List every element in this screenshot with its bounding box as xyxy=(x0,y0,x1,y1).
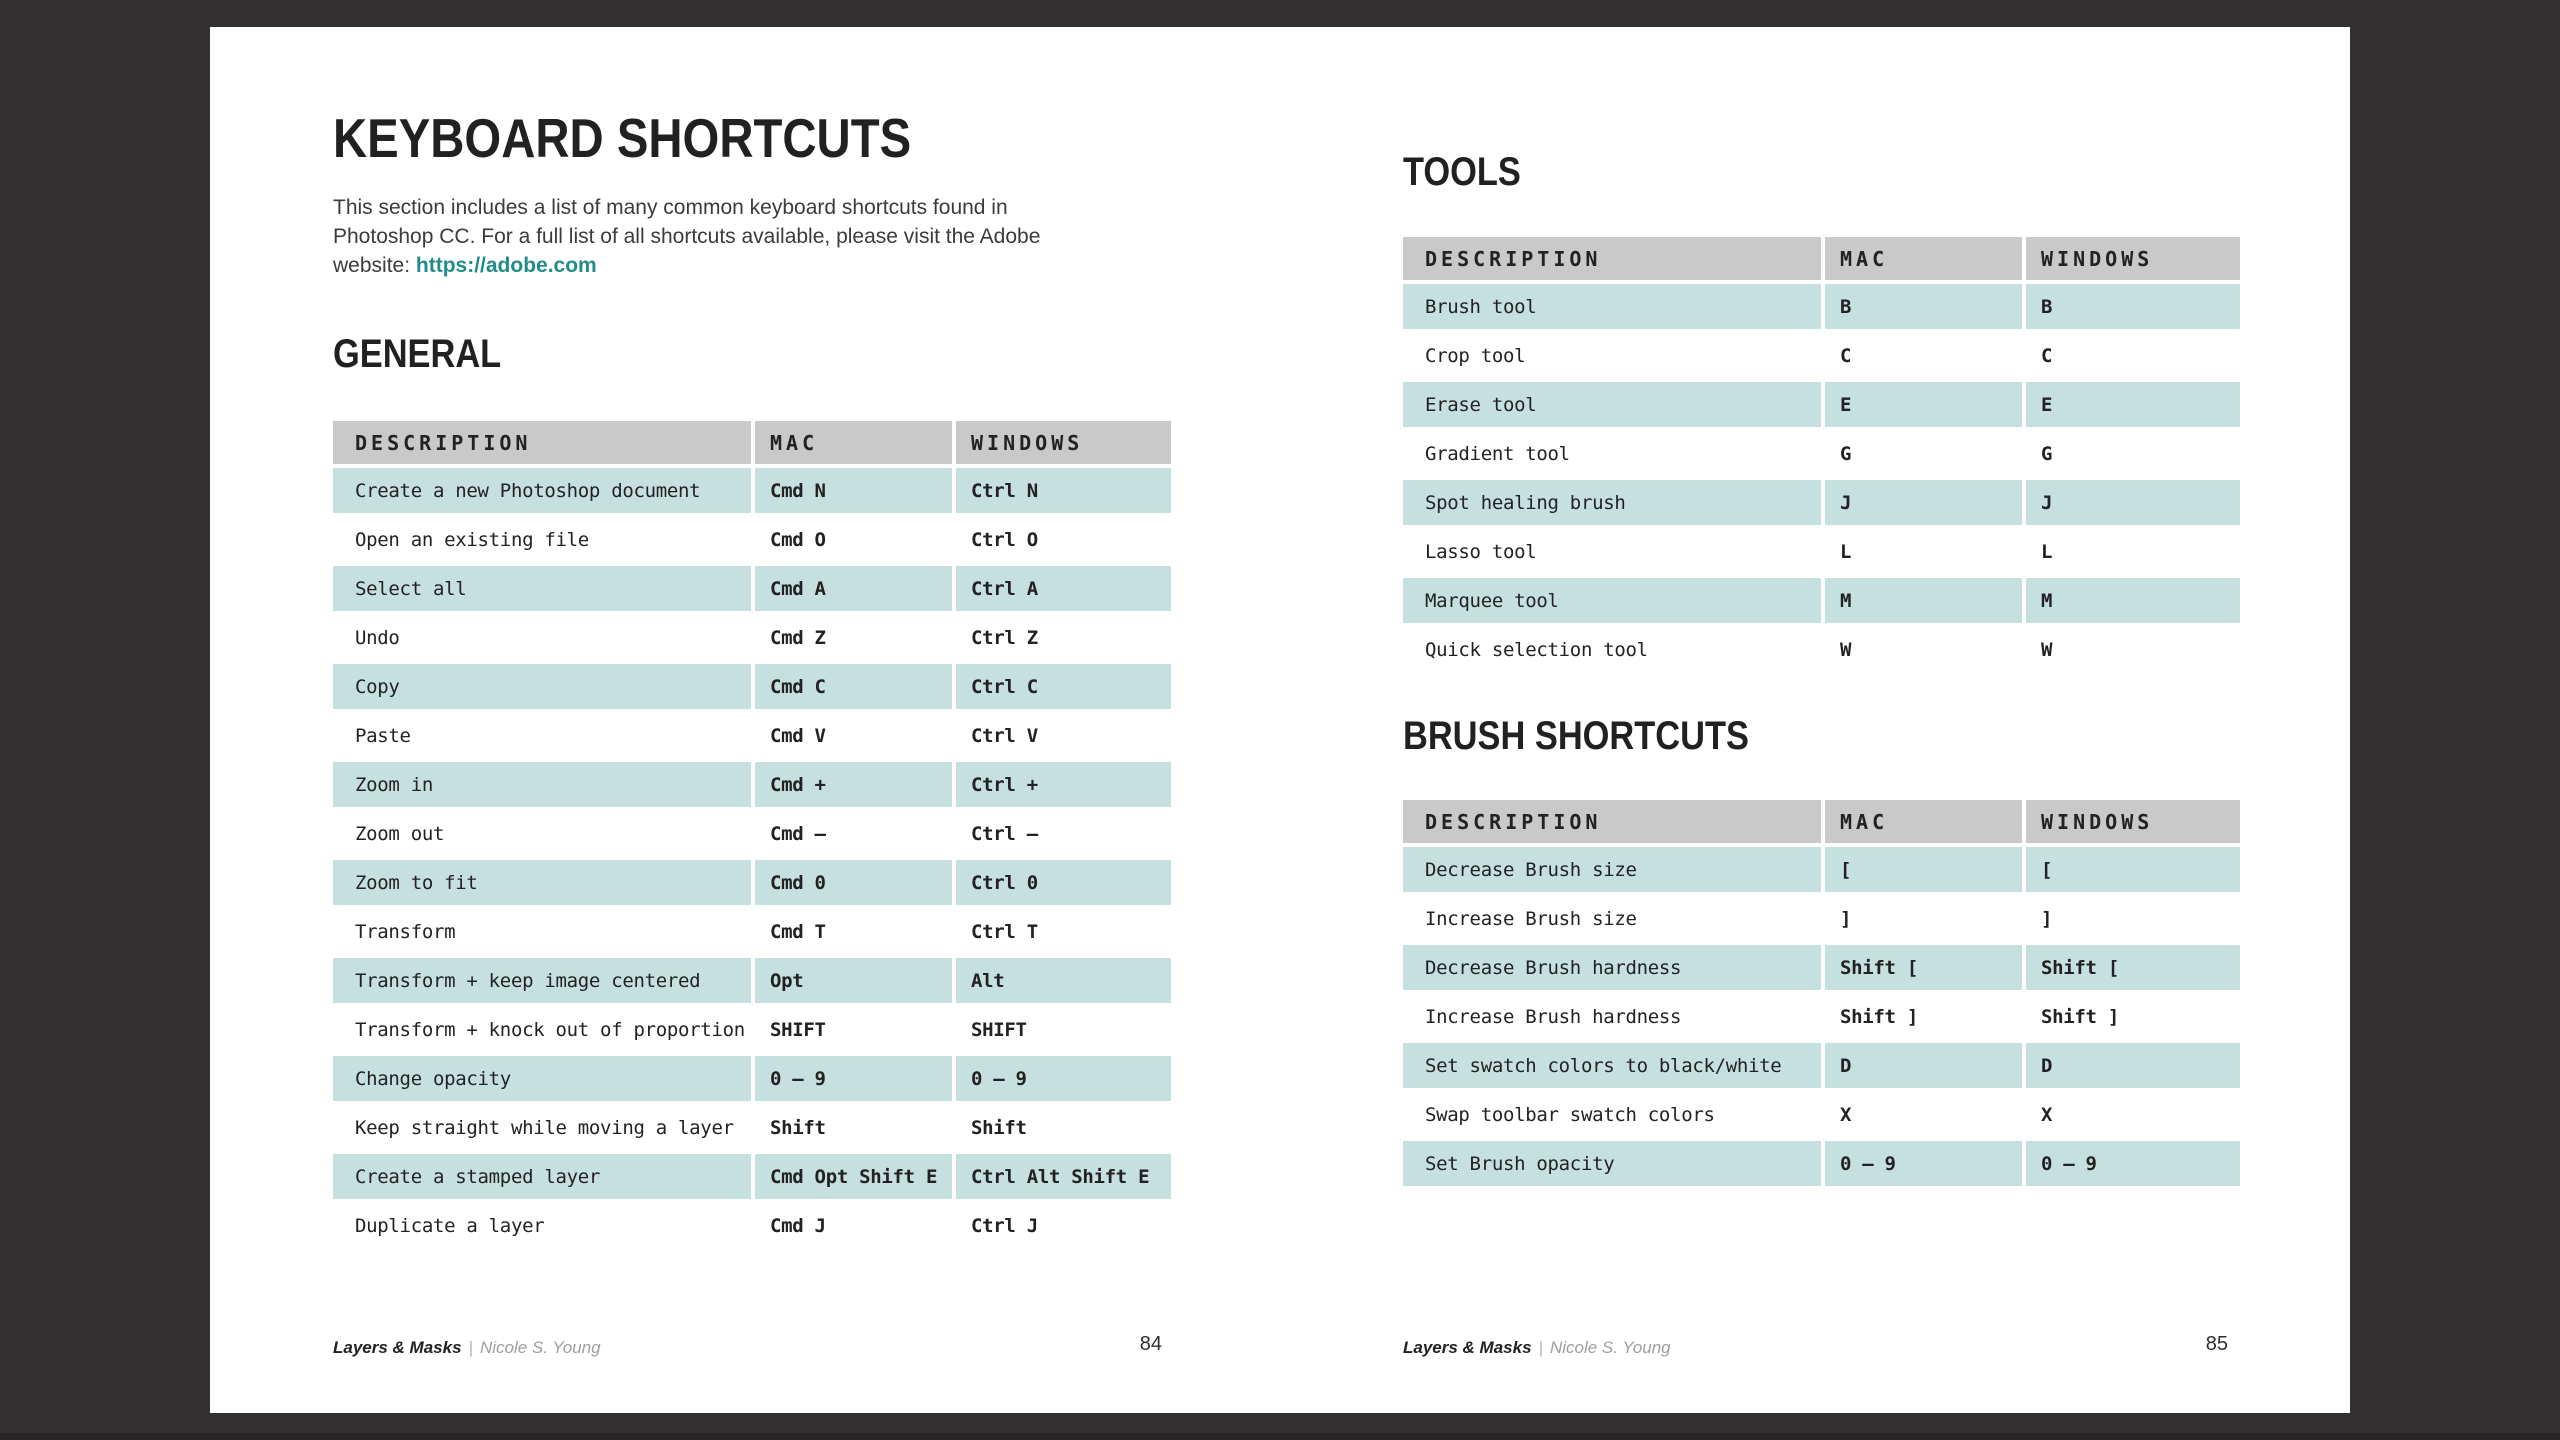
table-row xyxy=(1403,431,2240,476)
cell-mac: W xyxy=(1825,627,2022,672)
cell-description: Transform + keep image centered xyxy=(333,958,751,1003)
table-row xyxy=(333,1203,1171,1248)
intro-line-2: Photoshop CC. For a full list of all shortcuts available, please visit the Adobe xyxy=(333,225,1041,248)
cell-description: Increase Brush size xyxy=(1403,896,1821,941)
cell-windows: Ctrl A xyxy=(956,566,1171,611)
cell-description: Transform xyxy=(333,909,751,954)
cell-windows: 0 – 9 xyxy=(956,1056,1171,1101)
cell-description: Set Brush opacity xyxy=(1403,1141,1821,1186)
document-spread xyxy=(210,27,2350,1413)
cell-windows: M xyxy=(2026,578,2240,623)
table-row xyxy=(1403,333,2240,378)
cell-description: Paste xyxy=(333,713,751,758)
footer-book-title: Layers & Masks xyxy=(333,1338,462,1357)
cell-windows: G xyxy=(2026,431,2240,476)
cell-windows: Ctrl V xyxy=(956,713,1171,758)
cell-mac: X xyxy=(1825,1092,2022,1137)
cell-description: Increase Brush hardness xyxy=(1403,994,1821,1039)
cell-description: Zoom to fit xyxy=(333,860,751,905)
cell-description: Undo xyxy=(333,615,751,660)
brush-shortcuts-table xyxy=(1403,800,2240,1186)
table-row xyxy=(333,909,1171,954)
cell-windows: C xyxy=(2026,333,2240,378)
page-number-right: 85 xyxy=(2205,1333,2228,1355)
table-row xyxy=(1403,1043,2240,1088)
cell-windows: E xyxy=(2026,382,2240,427)
cell-windows: [ xyxy=(2026,847,2240,892)
cell-description: Marquee tool xyxy=(1403,578,1821,623)
page-number-left: 84 xyxy=(1139,1333,1162,1355)
section-heading-brush-shortcuts: BRUSH SHORTCUTS xyxy=(1403,714,1749,758)
table-row xyxy=(333,1056,1171,1101)
table-row xyxy=(1403,284,2240,329)
cell-mac: Opt xyxy=(755,958,952,1003)
cell-description: Lasso tool xyxy=(1403,529,1821,574)
intro-line-1: This section includes a list of many common keyboard shortcuts found in xyxy=(333,196,1008,219)
header-cell: MAC xyxy=(1825,800,2022,843)
cell-windows: L xyxy=(2026,529,2240,574)
table-row xyxy=(1403,847,2240,892)
window-bottom-edge xyxy=(0,1433,2560,1440)
table-row xyxy=(333,1154,1171,1199)
cell-windows: X xyxy=(2026,1092,2240,1137)
cell-mac: E xyxy=(1825,382,2022,427)
intro-link-prefix: website: xyxy=(333,254,416,277)
table-row xyxy=(333,566,1171,611)
cell-description: Brush tool xyxy=(1403,284,1821,329)
table-row xyxy=(1403,578,2240,623)
cell-mac: ] xyxy=(1825,896,2022,941)
table-header-row xyxy=(333,421,1171,464)
table-row xyxy=(1403,945,2240,990)
cell-windows: Ctrl O xyxy=(956,517,1171,562)
general-shortcuts-table xyxy=(333,421,1171,1248)
table-row xyxy=(333,860,1171,905)
cell-windows: B xyxy=(2026,284,2240,329)
cell-mac: J xyxy=(1825,480,2022,525)
cell-description: Keep straight while moving a layer xyxy=(333,1105,751,1150)
footer-separator: | xyxy=(1538,1338,1543,1357)
cell-mac: Cmd Opt Shift E xyxy=(755,1154,952,1199)
header-cell: DESCRIPTION xyxy=(1403,800,1821,843)
table-row xyxy=(333,615,1171,660)
cell-mac: Cmd J xyxy=(755,1203,952,1248)
table-row xyxy=(1403,1141,2240,1186)
cell-mac: Cmd T xyxy=(755,909,952,954)
cell-description: Zoom in xyxy=(333,762,751,807)
cell-mac: Shift xyxy=(755,1105,952,1150)
cell-windows: D xyxy=(2026,1043,2240,1088)
table-row xyxy=(333,1105,1171,1150)
cell-description: Create a stamped layer xyxy=(333,1154,751,1199)
table-row xyxy=(1403,382,2240,427)
intro-paragraph xyxy=(333,193,1040,280)
header-cell: MAC xyxy=(1825,237,2022,280)
cell-windows: Shift ] xyxy=(2026,994,2240,1039)
cell-windows: Ctrl Z xyxy=(956,615,1171,660)
cell-description: Erase tool xyxy=(1403,382,1821,427)
header-cell: MAC xyxy=(755,421,952,464)
table-row xyxy=(333,468,1171,513)
cell-description: Create a new Photoshop document xyxy=(333,468,751,513)
cell-windows: J xyxy=(2026,480,2240,525)
table-row xyxy=(1403,1092,2240,1137)
cell-windows: Ctrl J xyxy=(956,1203,1171,1248)
cell-description: Select all xyxy=(333,566,751,611)
cell-mac: C xyxy=(1825,333,2022,378)
header-cell: DESCRIPTION xyxy=(333,421,751,464)
cell-mac: 0 – 9 xyxy=(755,1056,952,1101)
table-row xyxy=(1403,529,2240,574)
table-header-row xyxy=(1403,237,2240,280)
cell-windows: Alt xyxy=(956,958,1171,1003)
cell-description: Set swatch colors to black/white xyxy=(1403,1043,1821,1088)
cell-description: Zoom out xyxy=(333,811,751,856)
cell-mac: 0 – 9 xyxy=(1825,1141,2022,1186)
cell-windows: SHIFT xyxy=(956,1007,1171,1052)
cell-description: Transform + knock out of proportion xyxy=(333,1007,751,1052)
cell-description: Crop tool xyxy=(1403,333,1821,378)
cell-mac: Cmd + xyxy=(755,762,952,807)
table-row xyxy=(333,517,1171,562)
cell-windows: Ctrl Alt Shift E xyxy=(956,1154,1171,1199)
table-row xyxy=(333,1007,1171,1052)
cell-windows: W xyxy=(2026,627,2240,672)
table-row xyxy=(1403,627,2240,672)
cell-mac: Cmd Z xyxy=(755,615,952,660)
cell-windows: Ctrl 0 xyxy=(956,860,1171,905)
cell-windows: Ctrl + xyxy=(956,762,1171,807)
table-row xyxy=(333,664,1171,709)
cell-description: Open an existing file xyxy=(333,517,751,562)
cell-mac: M xyxy=(1825,578,2022,623)
cell-mac: Cmd N xyxy=(755,468,952,513)
adobe-link[interactable]: https://adobe.com xyxy=(415,254,597,277)
cell-windows: ] xyxy=(2026,896,2240,941)
table-row xyxy=(333,811,1171,856)
cell-windows: Ctrl N xyxy=(956,468,1171,513)
cell-windows: Ctrl C xyxy=(956,664,1171,709)
cell-windows: Ctrl – xyxy=(956,811,1171,856)
table-row xyxy=(333,958,1171,1003)
cell-mac: Cmd O xyxy=(755,517,952,562)
section-heading-general: GENERAL xyxy=(333,332,502,376)
header-cell: WINDOWS xyxy=(2026,237,2240,280)
cell-mac: Shift ] xyxy=(1825,994,2022,1039)
footer-author: Nicole S. Young xyxy=(1549,1338,1671,1357)
cell-mac: D xyxy=(1825,1043,2022,1088)
cell-description: Gradient tool xyxy=(1403,431,1821,476)
section-heading-tools: TOOLS xyxy=(1403,150,1521,194)
cell-mac: B xyxy=(1825,284,2022,329)
cell-mac: Cmd A xyxy=(755,566,952,611)
header-cell: WINDOWS xyxy=(2026,800,2240,843)
cell-windows: Ctrl T xyxy=(956,909,1171,954)
cell-mac: G xyxy=(1825,431,2022,476)
intro-line-3 xyxy=(333,251,1040,280)
cell-description: Copy xyxy=(333,664,751,709)
cell-description: Duplicate a layer xyxy=(333,1203,751,1248)
cell-mac: Cmd C xyxy=(755,664,952,709)
cell-windows: Shift xyxy=(956,1105,1171,1150)
header-cell: DESCRIPTION xyxy=(1403,237,1821,280)
cell-mac: SHIFT xyxy=(755,1007,952,1052)
cell-description: Quick selection tool xyxy=(1403,627,1821,672)
header-cell: WINDOWS xyxy=(956,421,1171,464)
cell-windows: 0 – 9 xyxy=(2026,1141,2240,1186)
tools-shortcuts-table xyxy=(1403,237,2240,672)
cell-description: Spot healing brush xyxy=(1403,480,1821,525)
table-row xyxy=(1403,896,2240,941)
cell-mac: Cmd – xyxy=(755,811,952,856)
cell-description: Change opacity xyxy=(333,1056,751,1101)
cell-description: Decrease Brush hardness xyxy=(1403,945,1821,990)
cell-mac: Cmd V xyxy=(755,713,952,758)
footer-book-title: Layers & Masks xyxy=(1403,1338,1532,1357)
table-row xyxy=(333,762,1171,807)
cell-mac: Cmd 0 xyxy=(755,860,952,905)
cell-windows: Shift [ xyxy=(2026,945,2240,990)
cell-description: Decrease Brush size xyxy=(1403,847,1821,892)
cell-mac: L xyxy=(1825,529,2022,574)
cell-mac: Shift [ xyxy=(1825,945,2022,990)
footer-separator: | xyxy=(468,1338,473,1357)
cell-mac: [ xyxy=(1825,847,2022,892)
cell-description: Swap toolbar swatch colors xyxy=(1403,1092,1821,1137)
table-row xyxy=(1403,994,2240,1039)
table-header-row xyxy=(1403,800,2240,843)
table-row xyxy=(333,713,1171,758)
table-row xyxy=(1403,480,2240,525)
page-title: KEYBOARD SHORTCUTS xyxy=(333,107,912,169)
footer-author: Nicole S. Young xyxy=(479,1338,601,1357)
